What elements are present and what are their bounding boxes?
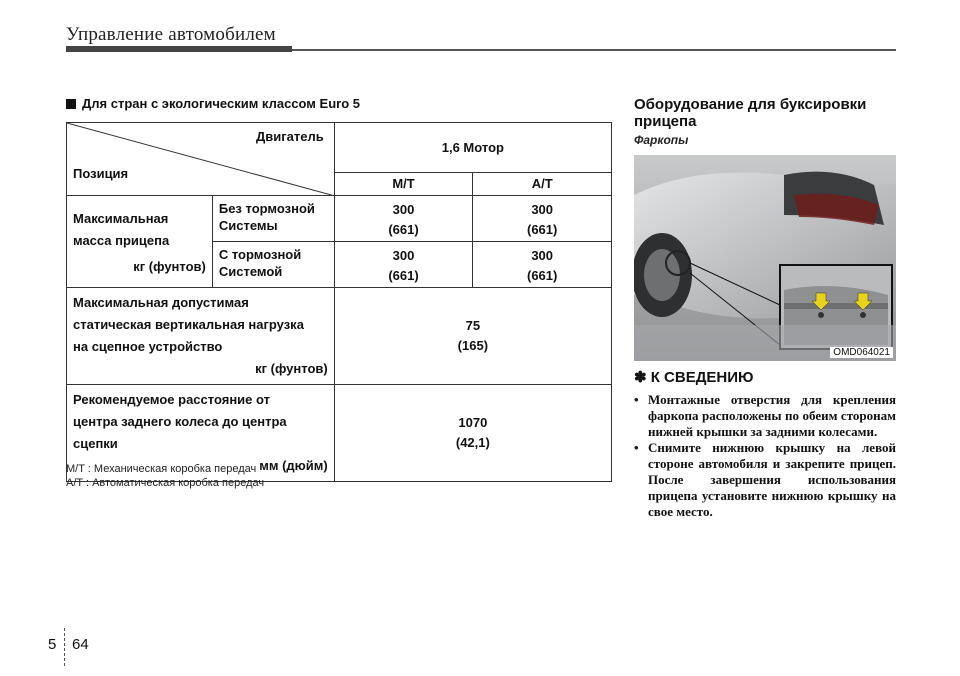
label-line: Рекомендуемое расстояние от (73, 392, 270, 407)
label-line: Максимальная допустимая (73, 295, 249, 310)
towing-subheading: Фаркопы (634, 133, 689, 147)
towing-heading: Оборудование для буксировки прицепа (634, 96, 867, 130)
value-alt: (42,1) (455, 435, 490, 450)
row-max-trailer-mass-label (67, 196, 213, 288)
label-line: Максимальная (73, 211, 169, 226)
footnote-at: A/T : Автоматическая коробка передач (66, 477, 265, 489)
unit-label: кг (фунтов) (133, 259, 206, 274)
value-alt: (661) (388, 268, 419, 283)
info-list (634, 392, 896, 520)
value: 1070 (458, 415, 488, 430)
value: 300 (392, 202, 415, 217)
col-mt-header: M/T (334, 172, 473, 195)
info-heading: ✽ К СВЕДЕНИЮ (634, 369, 754, 386)
label-line: статическая вертикальная нагрузка (73, 317, 304, 332)
trailer-spec-table (66, 122, 612, 482)
value-alt: (661) (526, 268, 558, 283)
tow-hitch-photo (634, 155, 896, 361)
page-divider (64, 628, 66, 666)
label-line: на сцепное устройство (73, 339, 223, 354)
page-section-number: 5 (48, 636, 57, 653)
list-item-text: Монтажные отверстия для крепления фаркопа расположены по обеим сторонам нижней крышки за задними колесами. (648, 392, 896, 439)
header-title: Управление автомобилем (66, 24, 276, 45)
value: 300 (531, 202, 554, 217)
unit-label: кг (фунтов) (255, 361, 328, 376)
value-alt: (165) (457, 338, 489, 353)
label-line: Системы (218, 218, 278, 233)
value: 300 (392, 248, 415, 263)
label-line: Системой (218, 264, 283, 279)
cell-with-brake-at (473, 242, 612, 288)
car-rear-illustration (634, 155, 896, 361)
col-at-header: A/T (473, 172, 612, 195)
footnote-mt: M/T : Механическая коробка передач (66, 463, 257, 475)
photo-code-label: OMD064021 (830, 347, 893, 358)
header-rule (66, 46, 292, 52)
label-line: сцепки (73, 436, 118, 451)
cell-no-brake-mt (334, 196, 473, 242)
label-line: Без тормозной (218, 201, 315, 216)
table-corner-cell (67, 123, 335, 196)
sub-row-no-brake-label (212, 196, 334, 242)
sub-row-with-brake-label (212, 242, 334, 288)
page-number: 64 (72, 636, 89, 653)
cell-with-brake-mt (334, 242, 473, 288)
value: 75 (465, 318, 481, 333)
corner-engine-label: Двигатель (255, 129, 324, 144)
label-line: С тормозной (218, 247, 302, 262)
cell-vertical-load-value (334, 288, 611, 385)
corner-position-label: Позиция (73, 166, 129, 181)
list-item (634, 440, 896, 520)
value-alt: (661) (526, 222, 558, 237)
label-line: масса прицепа (73, 233, 170, 248)
square-bullet-icon (66, 99, 76, 109)
value: 300 (531, 248, 554, 263)
cell-no-brake-at (473, 196, 612, 242)
label-line: центра заднего колеса до центра (73, 414, 287, 429)
value-alt: (661) (388, 222, 419, 237)
bullet-icon: • (634, 392, 639, 407)
header-rule-line (292, 49, 896, 51)
row-vertical-load-label (67, 288, 335, 385)
table-section-heading (66, 96, 360, 111)
table-section-heading-text: Для стран с экологическим классом Euro 5 (82, 96, 360, 111)
list-item (634, 392, 896, 440)
cell-hitch-distance-value (334, 385, 611, 482)
engine-header: 1,6 Мотор (334, 123, 611, 173)
bullet-icon: • (634, 440, 639, 455)
list-item-text: Снимите нижнюю крышку на левой стороне автомобиля и закрепите прицеп. После завершения использования прицепа установите нижнюю крышку на свое место. (648, 440, 896, 519)
unit-label: мм (дюйм) (259, 458, 328, 473)
